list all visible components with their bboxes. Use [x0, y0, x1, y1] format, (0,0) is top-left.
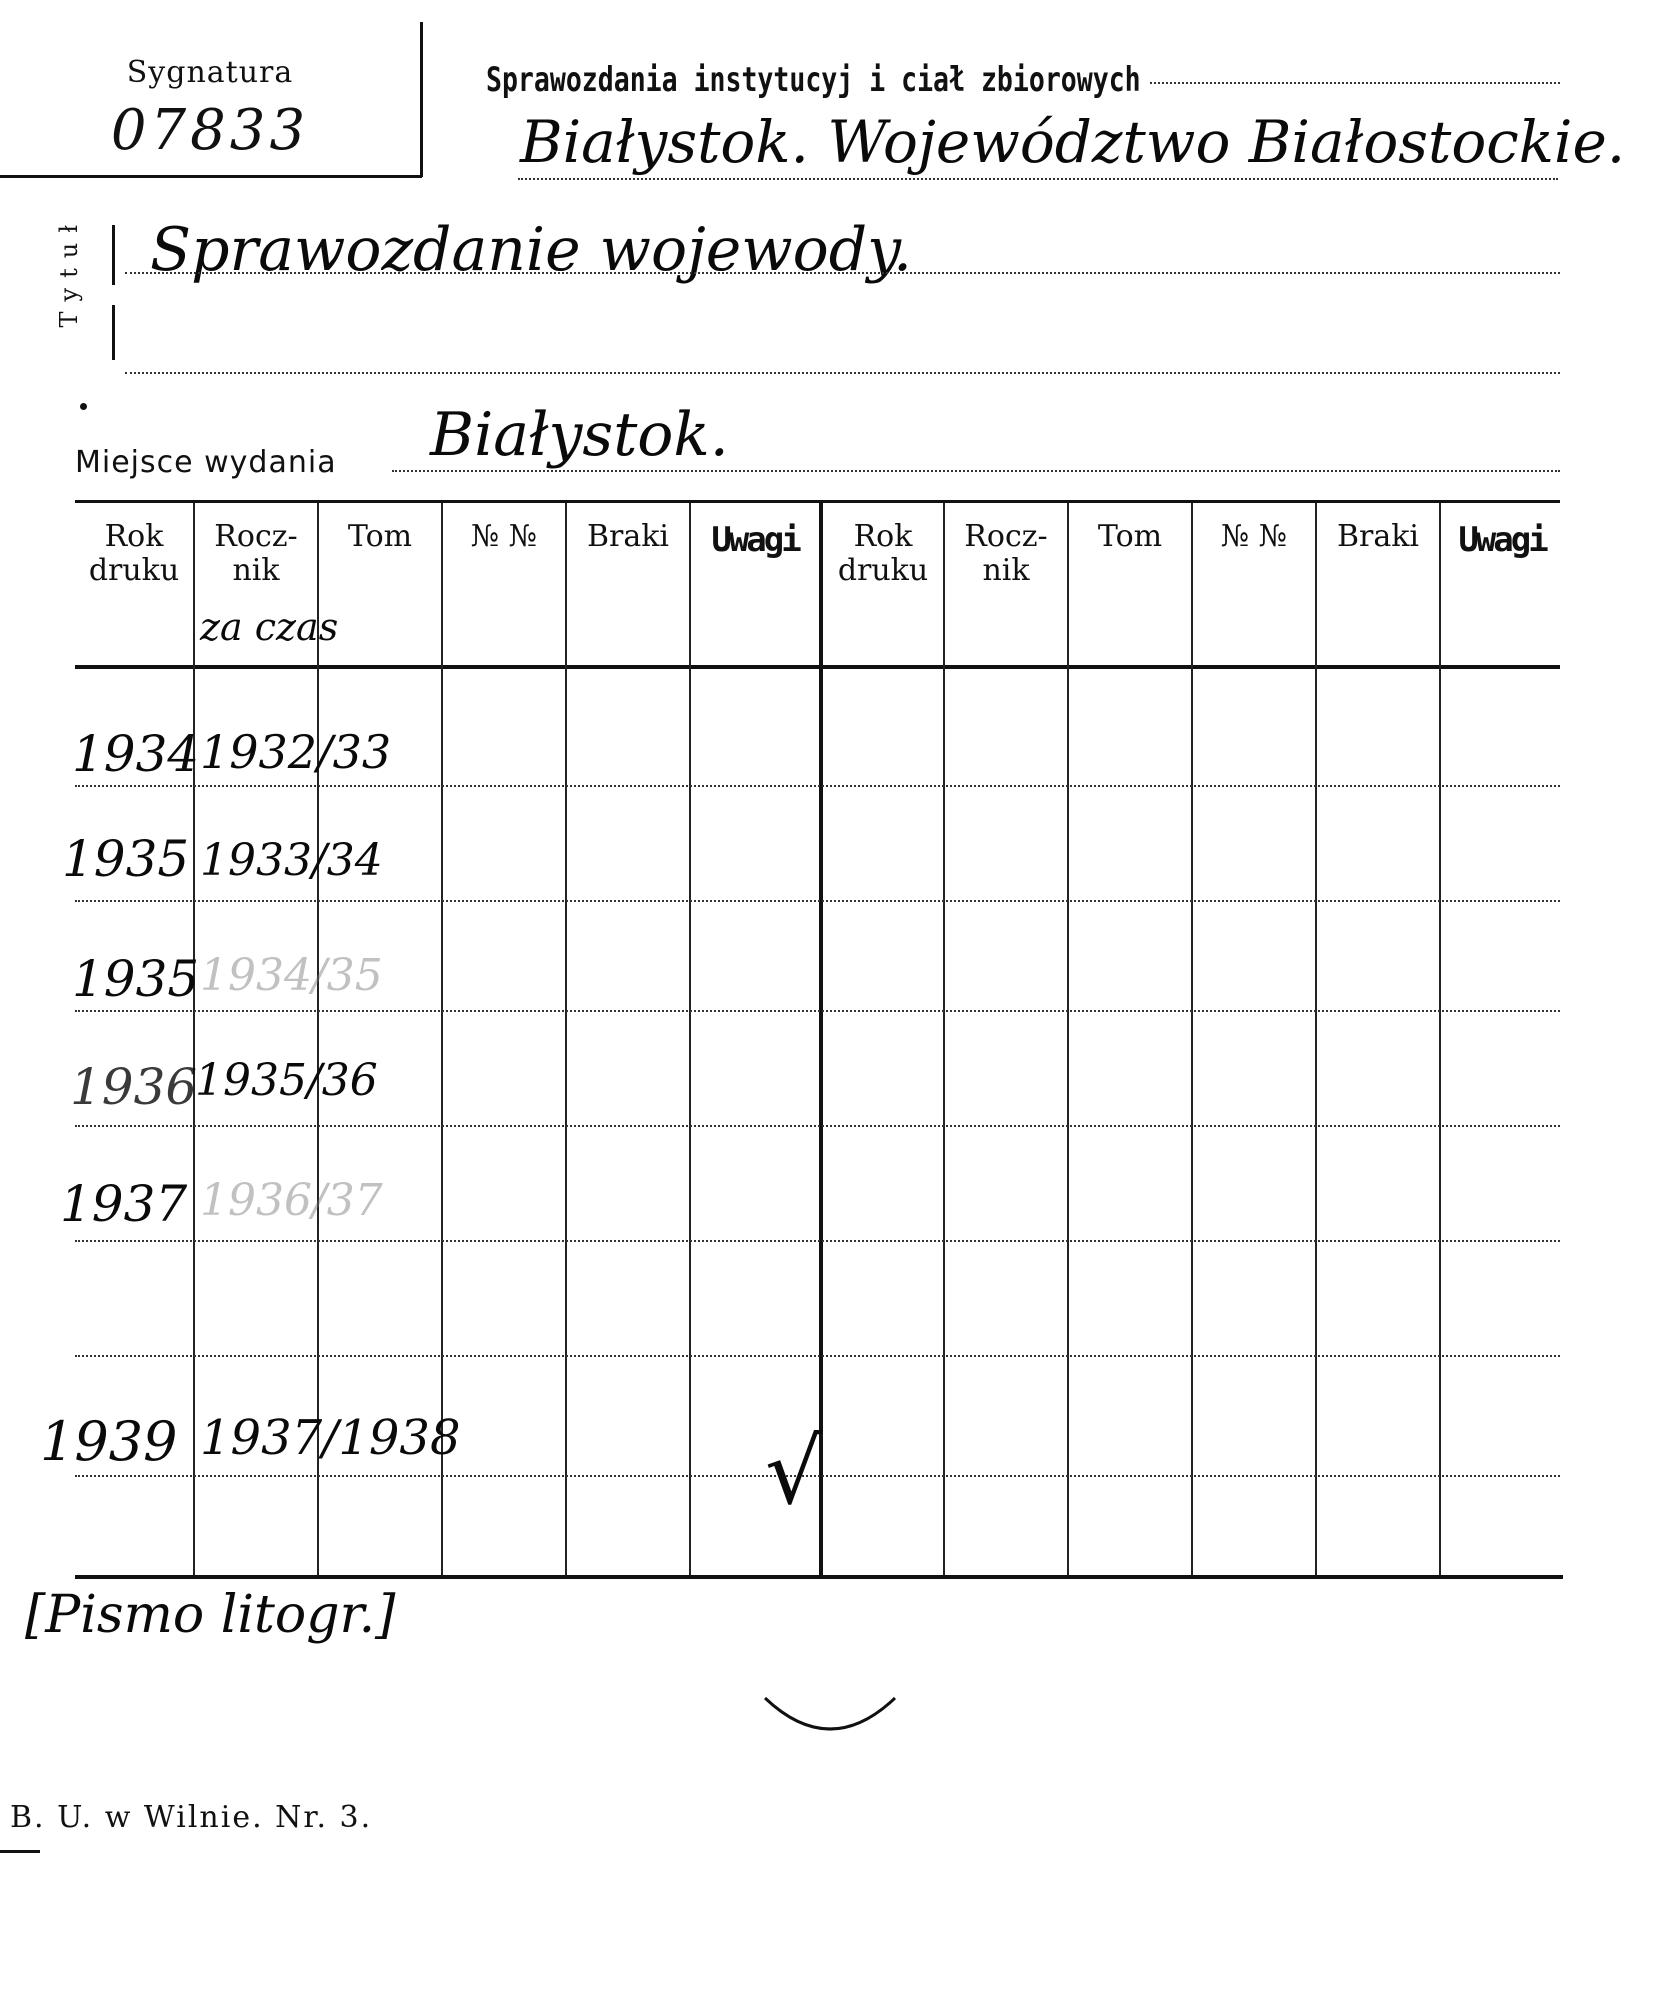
row-3-rocznik: 1934/35 — [200, 950, 383, 1001]
column-divider — [689, 503, 691, 1575]
title-handwritten: Sprawozdanie wojewody. — [150, 215, 913, 285]
dotted-line — [392, 470, 1560, 472]
place-handwritten: Białystok. — [430, 400, 729, 470]
row-1-rok: 1934 — [72, 725, 200, 783]
dotted-line — [125, 272, 1560, 274]
title-bar — [112, 225, 115, 285]
header-rok-druku: Rok druku — [88, 519, 180, 588]
table-bottom-rule — [75, 1575, 1563, 1579]
column-divider — [1315, 503, 1317, 1575]
printer-imprint: B. U. w Wilnie. Nr. 3. — [10, 1800, 373, 1835]
signature-value: 07833 — [110, 98, 310, 163]
header-uwagi-2: Uwagi — [1458, 520, 1546, 560]
table-header-rule — [75, 665, 1560, 669]
signature-label: Sygnatura — [126, 55, 294, 90]
row-5-rok: 1937 — [60, 1175, 188, 1233]
column-divider — [1439, 503, 1441, 1575]
signature-underline — [0, 175, 422, 178]
check-mark: √ — [765, 1420, 823, 1525]
row-3-rok: 1935 — [72, 950, 200, 1008]
arc-mark — [760, 1690, 900, 1760]
row-2-rocznik: 1933/34 — [200, 835, 383, 886]
bullet-dot — [80, 403, 87, 410]
row-4-rok: 1936 — [70, 1058, 198, 1116]
column-divider — [193, 503, 195, 1575]
author-handwritten: Białystok. Województwo Białostockie. — [520, 108, 1626, 176]
header-rocznik: Rocz- nik — [214, 519, 298, 588]
footer-underline — [0, 1850, 40, 1853]
row-separator — [75, 1355, 1560, 1357]
category-heading: Sprawozdania instytucyj i ciał zbiorowych — [486, 60, 1141, 100]
row-separator — [75, 900, 1560, 902]
row-separator — [75, 1125, 1560, 1127]
column-divider — [1191, 503, 1193, 1575]
title-label: Tytuł — [55, 215, 83, 328]
header-braki-2: Braki — [1336, 519, 1420, 554]
row-1-rocznik: 1932/33 — [200, 725, 392, 779]
header-braki: Braki — [586, 519, 670, 554]
row-5-rocznik: 1936/37 — [200, 1175, 383, 1226]
table-top-rule — [75, 500, 1560, 503]
column-divider-main — [819, 503, 823, 1575]
row-2-rok: 1935 — [62, 830, 190, 888]
column-divider — [565, 503, 567, 1575]
column-divider — [943, 503, 945, 1575]
header-rocznik-note: za czas — [200, 605, 339, 649]
header-numery-2: № № — [1220, 519, 1288, 554]
row-separator — [75, 785, 1560, 787]
row-separator — [75, 1010, 1560, 1012]
footer-note: [Pismo litogr.] — [25, 1585, 396, 1645]
dotted-line — [1150, 82, 1560, 84]
header-tom-2: Tom — [1097, 519, 1163, 554]
row-separator — [75, 1240, 1560, 1242]
dotted-line — [518, 178, 1558, 180]
header-numery: № № — [470, 519, 538, 554]
title-bar — [112, 305, 115, 360]
signature-divider — [420, 22, 423, 177]
header-tom: Tom — [347, 519, 413, 554]
row-7-rocznik: 1937/1938 — [200, 1410, 461, 1466]
header-rocznik-2: Rocz- nik — [964, 519, 1048, 588]
place-label: Miejsce wydania — [75, 445, 337, 480]
header-uwagi: Uwagi — [711, 520, 799, 560]
row-4-rocznik: 1935/36 — [195, 1055, 378, 1106]
dotted-line — [125, 372, 1560, 374]
column-divider — [1067, 503, 1069, 1575]
row-7-rok: 1939 — [40, 1410, 178, 1473]
header-rok-druku-2: Rok druku — [837, 519, 929, 588]
